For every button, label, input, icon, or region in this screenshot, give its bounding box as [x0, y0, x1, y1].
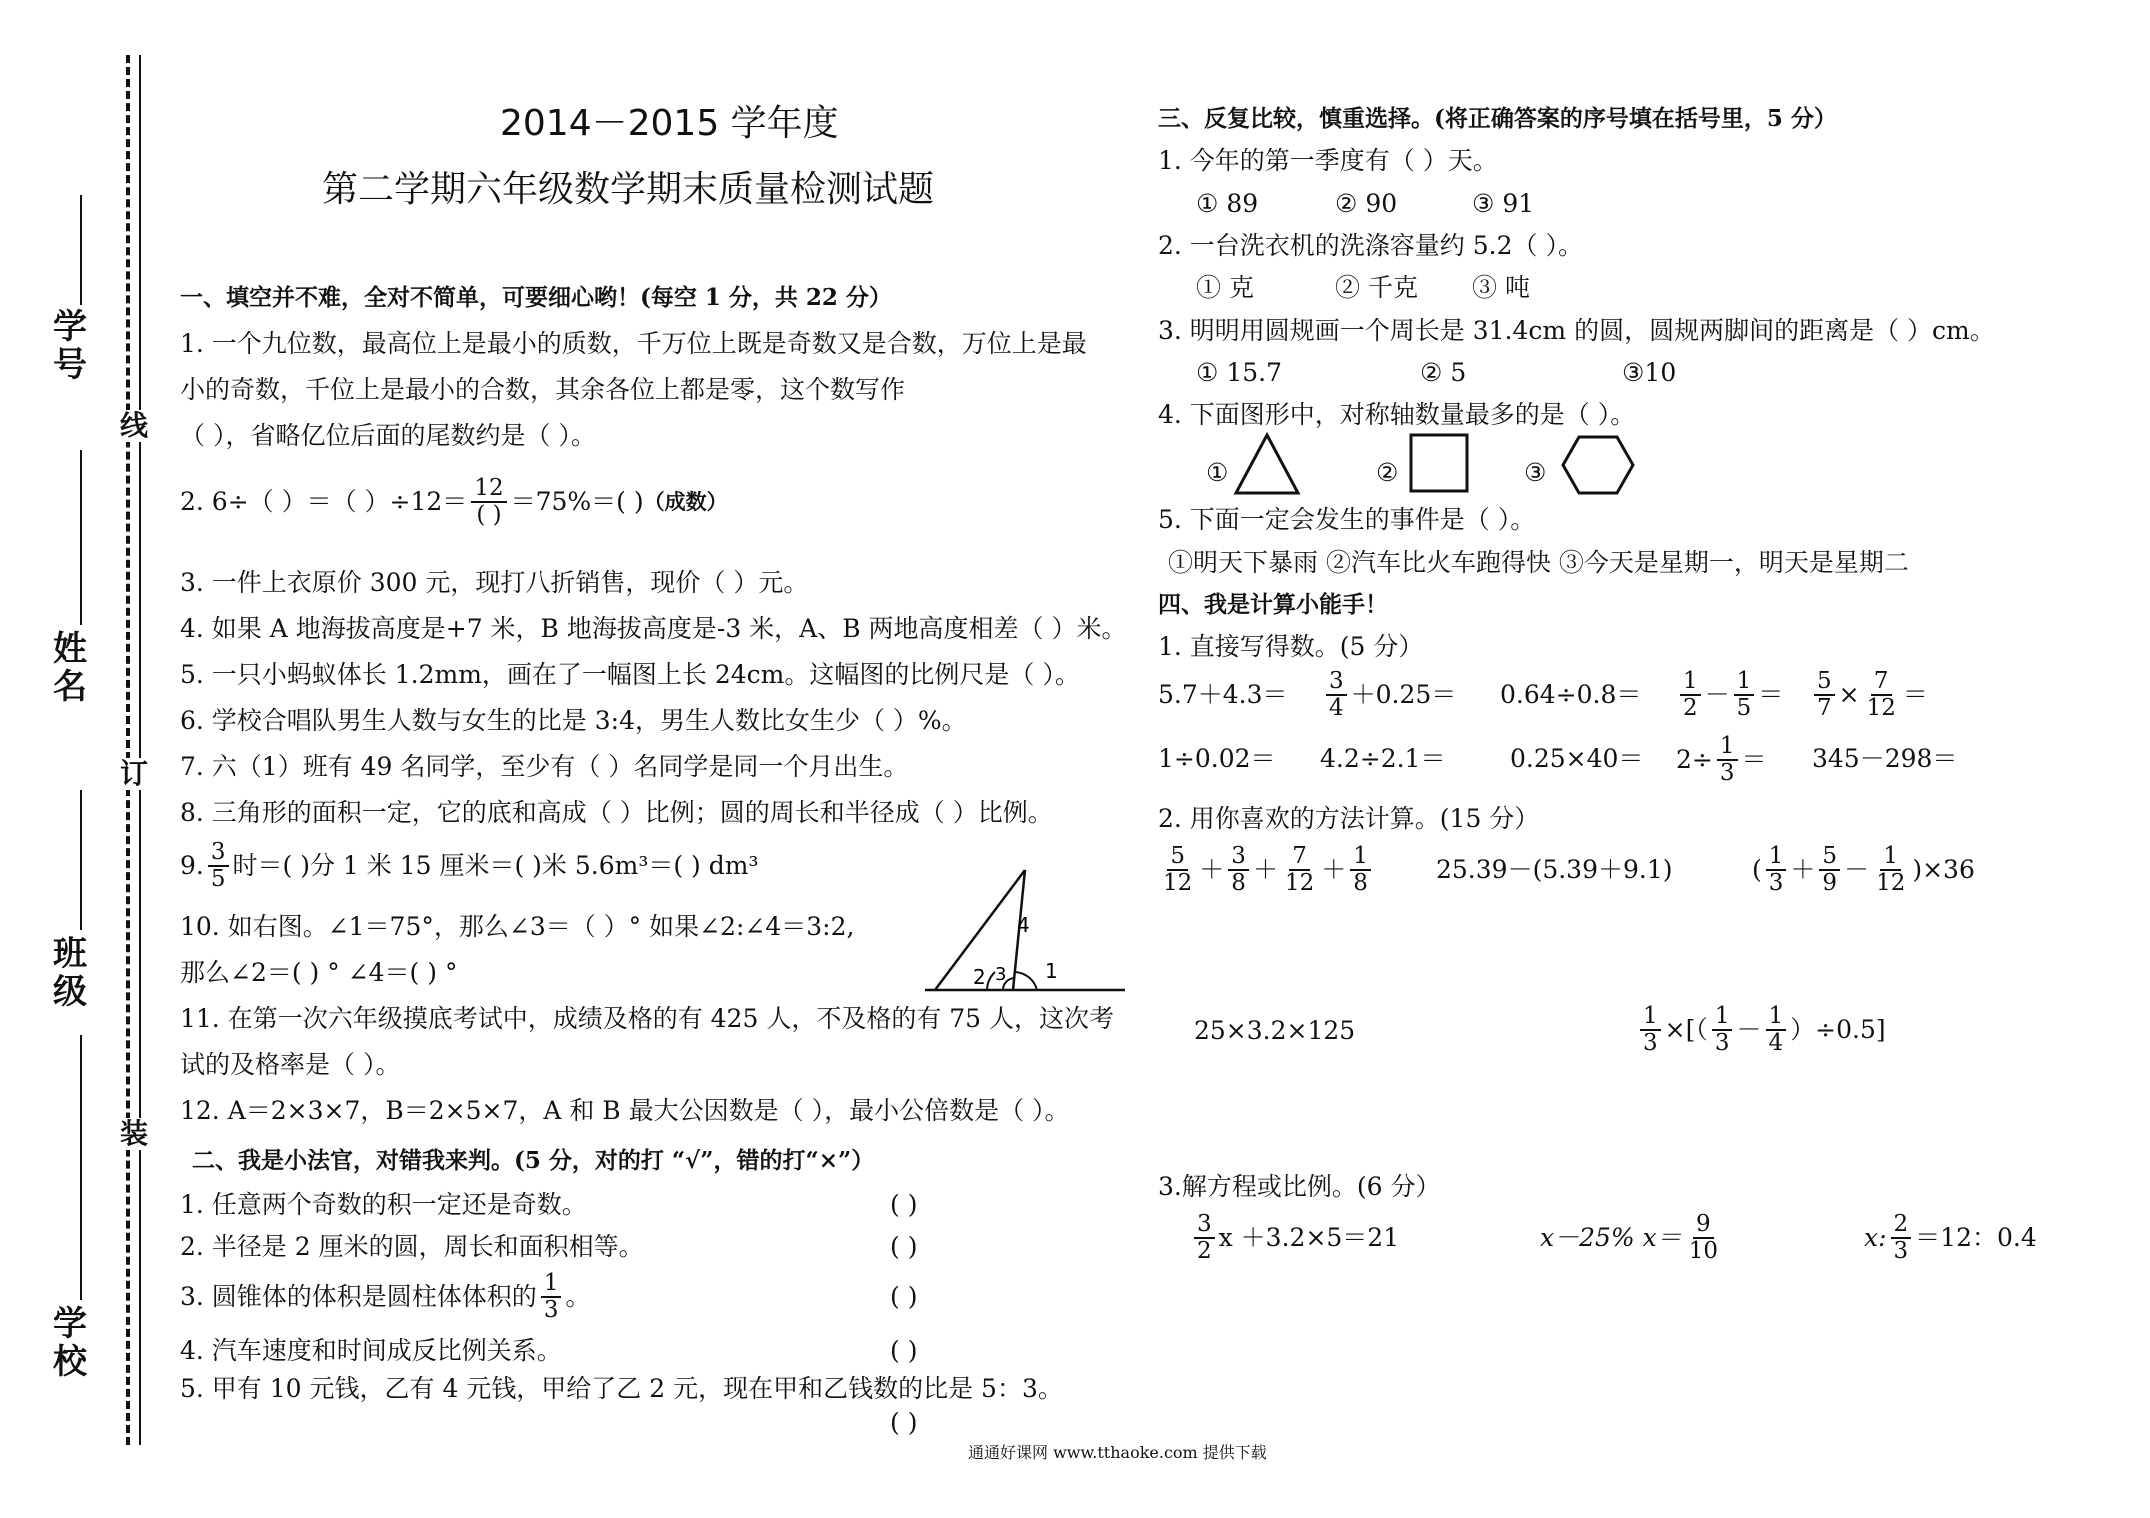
numerator: 2: [1891, 1212, 1912, 1239]
fraction: [1326, 669, 1347, 721]
fraction: [1814, 669, 1835, 721]
numerator: 7: [1871, 669, 1892, 696]
numerator: 5: [1167, 844, 1188, 871]
s1-q11-line1: 11. 在第一次六年级摸底考试中，成绩及格的有 425 人，不及格的有 75 人，这次考: [180, 1004, 1115, 1033]
denominator: 4: [1329, 695, 1344, 721]
s3-q2-opt2: ② 千克: [1335, 273, 1418, 302]
denominator: 12: [1163, 870, 1193, 896]
angle-label-2: 2: [973, 965, 986, 989]
numerator: 3: [1194, 1212, 1215, 1239]
denominator: 3: [543, 1297, 559, 1323]
s1-q7: 7. 六（1）班有 49 名同学，至少有（ ）名同学是同一个月出生。: [180, 752, 909, 781]
equals: ＝: [1902, 680, 1928, 709]
section1-heading: 一、填空并不难，全对不简单，可要细心哟！(每空 1 分，共 22 分）: [180, 284, 892, 311]
fraction: [1734, 669, 1755, 721]
binding-char-ding: 订: [116, 758, 152, 790]
s1-q4: 4. 如果 A 地海拔高度是+7 米，B 地海拔高度是-3 米，A、B 两地高度相差（ ）米。: [180, 614, 1127, 643]
fraction: [1350, 844, 1371, 896]
denominator: ( ): [476, 502, 502, 528]
fraction: [1640, 1004, 1661, 1056]
numerator: 1: [1766, 1004, 1787, 1031]
equation-2: [1540, 1206, 1725, 1270]
label-char: 学校: [53, 1304, 87, 1382]
s2-item3: [180, 1268, 590, 1326]
equals: ＝: [1758, 680, 1784, 709]
expr-pre: x:: [1864, 1223, 1887, 1252]
open-paren: (: [1752, 855, 1762, 884]
operator: ＋: [1199, 855, 1225, 884]
operator: ＋: [1252, 855, 1278, 884]
fraction: [1766, 844, 1787, 896]
denominator: 4: [1768, 1030, 1784, 1056]
exam-title: 第二学期六年级数学期末质量检测试题: [322, 169, 935, 210]
calc-r2-e: 345－298＝: [1812, 744, 1958, 773]
denominator: 3: [1714, 1030, 1730, 1056]
denominator: 3: [1643, 1030, 1658, 1056]
expr-pre: 2÷: [1676, 745, 1713, 774]
numerator: 3: [1326, 669, 1347, 696]
s1-q10-line2: 那么∠2＝( ) ° ∠4＝( ) °: [180, 958, 458, 987]
underline-school[interactable]: [80, 1035, 82, 1300]
denominator: 3: [1893, 1238, 1909, 1264]
s3-q4-opt3-label: ③: [1524, 458, 1547, 487]
s4-sub3: 3.解方程或比例。(6 分）: [1158, 1172, 1441, 1201]
denominator: 2: [1683, 695, 1698, 721]
s2-item3-text: 3. 圆锥体的体积是圆柱体体积的: [180, 1282, 537, 1311]
s1-q8: 8. 三角形的面积一定，它的底和高成（ ）比例；圆的周长和半径成（ ）比例。: [180, 798, 1053, 827]
s1-q1-line3: （ ），省略亿位后面的尾数约是（ ）。: [180, 421, 596, 450]
s1-q2: [180, 470, 728, 534]
s1-q1-line2: 小的奇数，千位上是最小的合数，其余各位上都是零，这个数写作: [180, 375, 906, 404]
fraction: [1873, 844, 1908, 896]
compute-3: [1752, 838, 1975, 902]
calc-r1-e: [1810, 664, 1928, 726]
s2-item3-fraction: [541, 1271, 562, 1323]
expr-rest: ＋0.25＝: [1350, 680, 1457, 709]
binding-solid-line: [139, 55, 141, 1445]
equals: ＝: [1741, 745, 1767, 774]
operator: ＋: [1321, 855, 1347, 884]
label-school: [48, 1305, 92, 1381]
expr-rest: ＝12：0.4: [1915, 1223, 2037, 1252]
s1-q1-line1: 1. 一个九位数，最高位上是最小的质数，千万位上既是奇数又是合数，万位上是最: [180, 329, 1087, 358]
fraction: [1717, 734, 1738, 786]
hexagon-shape-icon: [1560, 434, 1636, 496]
angle-label-1: 1: [1045, 959, 1058, 983]
s3-q5-options: ①明天下暴雨 ②汽车比火车跑得快 ③今天是星期一，明天是星期二: [1168, 548, 1909, 577]
s3-q3-opt2: ② 5: [1420, 358, 1467, 387]
calc-r1-d: [1676, 664, 1783, 726]
numerator: 7: [1289, 844, 1310, 871]
s2-item3-end: 。: [565, 1282, 591, 1311]
s1-q9-num-label: 9.: [180, 851, 204, 880]
s3-q5: 5. 下面一定会发生的事件是（ ）。: [1158, 505, 1536, 534]
denominator: 12: [1876, 870, 1906, 896]
denominator: 8: [1231, 870, 1246, 896]
angle-label-4: 4: [1017, 913, 1030, 937]
expr-rest: x ＋3.2×5＝21: [1218, 1223, 1400, 1252]
numerator: 12: [471, 476, 506, 503]
denominator: 12: [1284, 870, 1315, 896]
s2-answer3[interactable]: ( ): [890, 1282, 918, 1311]
denominator: 3: [1768, 870, 1784, 896]
operator: ×: [1838, 680, 1860, 709]
s2-item2: 2. 半径是 2 厘米的圆，周长和面积相等。: [180, 1232, 644, 1261]
s2-item4: 4. 汽车速度和时间成反比例关系。: [180, 1336, 562, 1365]
numerator: 1: [1880, 844, 1901, 871]
close-paren: )×36: [1912, 855, 1975, 884]
s3-q1-opt2: ② 90: [1335, 189, 1398, 218]
s1-q10-line1: 10. 如右图。∠1＝75°，那么∠3＝（ ）° 如果∠2:∠4＝3:2,: [180, 912, 855, 941]
compute-1: [1156, 838, 1375, 902]
compute-2: 25.39－(5.39＋9.1): [1436, 855, 1673, 884]
denominator: 5: [210, 866, 226, 892]
binding-margin: [0, 0, 160, 1518]
s1-q9: [180, 838, 758, 894]
s4-sub2: 2. 用你喜欢的方法计算。(15 分）: [1158, 804, 1540, 833]
numerator: 3: [208, 840, 229, 867]
fraction: [1766, 1004, 1787, 1056]
s3-q2-opt1: ① 克: [1196, 273, 1254, 302]
calc-r2-d: [1676, 730, 1767, 790]
denominator: 3: [1719, 760, 1735, 786]
angle1-arc: [1015, 972, 1037, 990]
label-name: [48, 630, 92, 706]
fraction: [1686, 1212, 1721, 1264]
numerator: 1: [1350, 844, 1371, 871]
denominator: 12: [1866, 695, 1896, 721]
s1-q5: 5. 一只小蚂蚁体长 1.2mm，画在了一幅图上长 24cm。这幅图的比例尺是（ ）。: [180, 660, 1080, 689]
numerator: 5: [1814, 669, 1835, 696]
s3-q4-opt2-label: ②: [1376, 458, 1399, 487]
numerator: 1: [1640, 1004, 1661, 1031]
operator: －: [1704, 680, 1730, 709]
angle2-arc: [987, 972, 995, 990]
s1-q12: 12. A＝2×3×7，B＝2×5×7，A 和 B 最大公因数是（ ），最小公倍数是（ ）。: [180, 1096, 1070, 1125]
calc-r2-c: 0.25×40＝: [1510, 744, 1644, 773]
label-char: 学号: [53, 307, 87, 385]
operator: －: [1736, 1015, 1762, 1044]
s1-q2-c: （成数）: [643, 489, 728, 514]
s3-q1-opt1: ① 89: [1196, 189, 1259, 218]
numerator: 1: [1712, 1004, 1733, 1031]
s1-q9-rest: 时＝( )分 1 米 15 厘米＝( )米 5.6m³＝( ) dm³: [232, 851, 759, 880]
equation-1: [1190, 1206, 1399, 1270]
s3-q4: 4. 下面图形中，对称轴数量最多的是（ ）。: [1158, 400, 1636, 429]
exam-year: 2014－2015 学年度: [500, 103, 839, 144]
numerator: 1: [1766, 844, 1787, 871]
s1-q2-b: ＝75%＝( ): [510, 487, 644, 516]
square-shape-icon: [1408, 432, 1470, 494]
denominator: 10: [1688, 1238, 1718, 1264]
denominator: 7: [1817, 695, 1832, 721]
s2-answer4[interactable]: ( ): [890, 1336, 918, 1365]
fraction: [1282, 844, 1317, 896]
fraction: [1194, 1212, 1215, 1264]
label-class: [48, 935, 92, 1011]
numerator: 1: [1680, 669, 1701, 696]
underline-student-id[interactable]: [80, 195, 82, 305]
expr-mid: ×[（: [1664, 1015, 1708, 1044]
s2-item1: 1. 任意两个奇数的积一定还是奇数。: [180, 1190, 587, 1219]
compute-5: [1636, 998, 1886, 1062]
numerator: 1: [1717, 734, 1738, 761]
s2-answer2[interactable]: ( ): [890, 1232, 918, 1261]
calc-r1-b: [1322, 664, 1456, 726]
s1-q2-fraction: [471, 476, 506, 528]
s1-q6: 6. 学校合唱队男生人数与女生的比是 3:4，男生人数比女生少（ ）%。: [180, 706, 967, 735]
calc-r1-c: 0.64÷0.8＝: [1500, 680, 1642, 709]
denominator: 9: [1822, 870, 1838, 896]
label-student-id: [48, 308, 92, 384]
binding-dashed-line: [126, 55, 130, 1445]
numerator: 1: [541, 1271, 562, 1298]
underline-class[interactable]: [80, 790, 82, 930]
calc-r2-b: 4.2÷2.1＝: [1320, 744, 1446, 773]
angle-triangle-figure: [925, 860, 1130, 995]
s3-q3-opt1: ① 15.7: [1196, 358, 1283, 387]
calc-r2-a: 1÷0.02＝: [1158, 744, 1276, 773]
numerator: 1: [1734, 669, 1755, 696]
s3-q2-opt3: ③ 吨: [1472, 273, 1530, 302]
fraction: [1819, 844, 1840, 896]
label-char: 姓名: [53, 629, 87, 707]
fraction: [1680, 669, 1701, 721]
numerator: 3: [1228, 844, 1249, 871]
binding-char-xian: 线: [116, 410, 152, 442]
expr-pre: x－25% x＝: [1540, 1223, 1682, 1252]
fraction: [1891, 1212, 1912, 1264]
s4-sub1: 1. 直接写得数。(5 分）: [1158, 632, 1424, 661]
binding-char-zhuang: 装: [116, 1118, 152, 1150]
s1-q2-a: 2. 6÷（ ）＝（ ）÷12＝: [180, 487, 468, 516]
s3-q3: 3. 明明用圆规画一个周长是 31.4cm 的圆，圆规两脚间的距离是（ ）cm。: [1158, 316, 1995, 345]
s1-q9-fraction: [208, 840, 229, 892]
s3-q2: 2. 一台洗衣机的洗涤容量约 5.2（ ）。: [1158, 231, 1583, 260]
s1-q3: 3. 一件上衣原价 300 元，现打八折销售，现价（ ）元。: [180, 568, 809, 597]
calc-r1-a: 5.7＋4.3＝: [1158, 680, 1288, 709]
fraction: [1864, 669, 1899, 721]
angle-label-3: 3: [995, 964, 1007, 985]
numerator: 5: [1819, 844, 1840, 871]
section4-heading: 四、我是计算小能手！: [1158, 591, 1388, 618]
s3-q4-opt1-label: ①: [1206, 458, 1229, 487]
numerator: 9: [1693, 1212, 1714, 1239]
s1-q11-line2: 试的及格率是（ ）。: [180, 1050, 401, 1079]
s2-item5: 5. 甲有 10 元钱，乙有 4 元钱，甲给了乙 2 元，现在甲和乙钱数的比是 5：3。: [180, 1374, 1063, 1403]
operator: ＋: [1790, 855, 1816, 884]
label-char: 班级: [53, 934, 87, 1012]
s3-q3-opt3: ③10: [1622, 358, 1677, 387]
s3-q1: 1. 今年的第一季度有（ ）天。: [1158, 146, 1498, 175]
triangle-shape-icon: [1232, 432, 1302, 496]
section2-heading: 二、我是小法官，对错我来判。(5 分，对的打 “√”，错的打“×”）: [192, 1147, 875, 1174]
s2-answer1[interactable]: ( ): [890, 1190, 918, 1219]
fraction: [1160, 844, 1195, 896]
fraction: [1712, 1004, 1733, 1056]
footer-source: 通通好课网 www.tthaoke.com 提供下载: [968, 1443, 1267, 1462]
operator: －: [1844, 855, 1870, 884]
section3-heading: 三、反复比较，慎重选择。(将正确答案的序号填在括号里，5 分）: [1158, 105, 1837, 132]
denominator: 8: [1353, 870, 1368, 896]
underline-name[interactable]: [80, 450, 82, 625]
fraction: [1228, 844, 1249, 896]
denominator: 5: [1736, 695, 1752, 721]
compute-4: 25×3.2×125: [1194, 1016, 1356, 1045]
denominator: 2: [1197, 1238, 1212, 1264]
s3-q1-opt3: ③ 91: [1472, 189, 1535, 218]
expr-end: ）÷0.5]: [1790, 1015, 1886, 1044]
s2-answer5[interactable]: ( ): [890, 1408, 918, 1437]
equation-3: [1864, 1206, 2037, 1270]
